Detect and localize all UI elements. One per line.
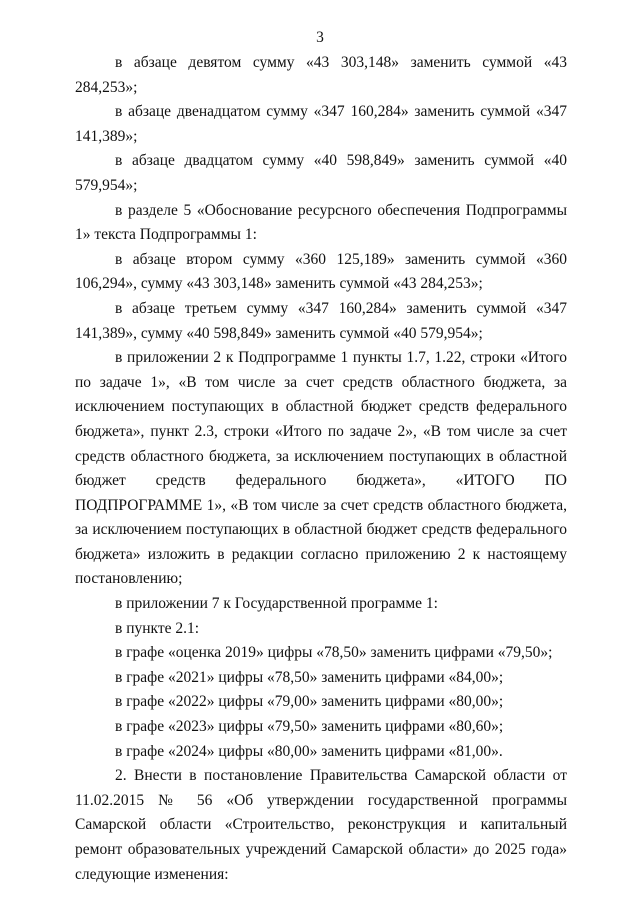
paragraph-twentieth-paragraph-sum: в абзаце двадцатом сумму «40 598,849» заменить суммой «40 579,954»; [75, 152, 567, 194]
paragraph-second-paragraph-sums: в абзаце втором сумму «360 125,189» заменить суммой «360 106,294», сумму «43 303,148» заменить суммой «43 284,253»; [75, 250, 567, 293]
paragraph-column-2021: в графе «2021» цифры «78,50» заменить цифрами «84,00»; [115, 668, 504, 686]
paragraph-column-estimate-2019: в графе «оценка 2019» цифры «78,50» заменить цифрами «79,50»; [115, 644, 553, 662]
paragraph-third-paragraph-sums: в абзаце третьем сумму «347 160,284» заменить суммой «347 141,389», сумму «40 598,849» заменить суммой «40 579,954»; [75, 299, 567, 342]
paragraph-item-2-amendments: 2. Внести в постановление Правительства Самарской области от 11.02.2015 № 56 «Об утверждении государственной программы Самарской области «Строительство, реконструкция и капитальный ремонт образовательных учреждений Самарской области» до 2025 года» следующие изменения: [75, 767, 567, 883]
paragraph-appendix-2: в приложении 2 к Подпрограмме 1 пункты 1.7, 1.22, строки «Итого по задаче 1», «В том числе за счет средств областного бюджета, за исключением поступающих в областной бюджет средств федерального бюджета», пункт 2.3, строки «Итого по задаче 2», «В том числе за счет средств областного бюджета, за исключением поступающих в областной бюджет средств федерального бюджета», «ИТОГО ПО ПОДПРОГРАММЕ 1», «В том числе за счет средств областного бюджета, за исключением поступающих в областной бюджет средств федерального бюджета» изложить в редакции согласно приложению 2 к настоящему постановлению; [75, 349, 567, 588]
paragraph-ninth-paragraph-sum: в абзаце девятом сумму «43 303,148» заменить суммой «43 284,253»; [75, 54, 567, 96]
paragraph-column-2022: в графе «2022» цифры «79,00» заменить цифрами «80,00»; [115, 693, 504, 711]
paragraph-column-2024: в графе «2024» цифры «80,00» заменить цифрами «81,00». [115, 742, 503, 760]
paragraph-item-2-1: в пункте 2.1: [115, 619, 200, 637]
paragraph-twelfth-paragraph-sum: в абзаце двенадцатом сумму «347 160,284» заменить суммой «347 141,389»; [75, 103, 567, 145]
paragraph-appendix-7: в приложении 7 к Государственной программе 1: [115, 595, 438, 613]
paragraph-section-5: в разделе 5 «Обоснование ресурсного обеспечения Подпрограммы 1» текста Подпрограммы 1: [75, 201, 567, 244]
document-body [75, 51, 567, 887]
paragraph-column-2023: в графе «2023» цифры «79,50» заменить цифрами «80,60»; [115, 718, 504, 736]
page-number: 3 [316, 29, 324, 46]
